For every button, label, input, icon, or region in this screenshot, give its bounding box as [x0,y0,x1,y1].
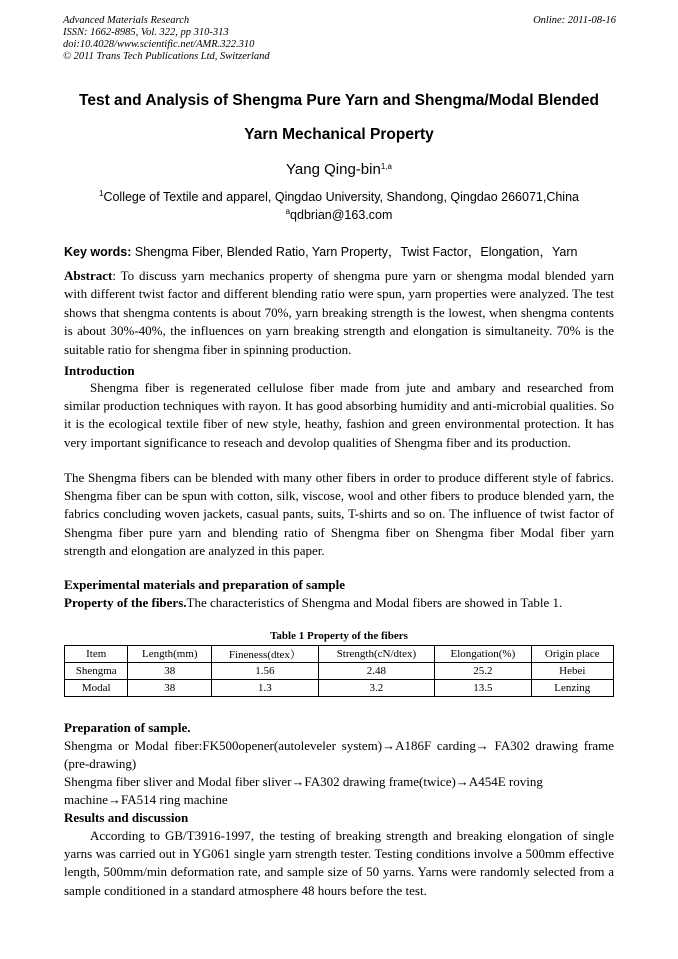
table-cell: 3.2 [318,680,435,697]
table-cell: 1.56 [212,663,318,680]
abstract-text: : To discuss yarn mechanics property of shengma pure yarn or shengma modal blended yarn with different twist factor and different blending ratio were spun, yarn properties were analyzed. The test shows that shengma contents is about 70%, yarn breaking strength is the lowest, when shengma contents is about 30%-40%, the influences on yarn breaking strength and elongation is simultaneity. 70% is the suitable ratio for shengma fiber in spinning production. [64,268,614,357]
abstract-label: Abstract [64,268,113,283]
table-header-row [65,646,614,663]
keywords-label: Key words: [64,245,132,259]
introduction-paragraph-2: The Shengma fibers can be blended with many other fibers in order to produce different style of fabrics. Shengma fiber can be spun with cotton, silk, viscose, wool and other fibers to produce blended yarn, the fabrics concluding woven jackets, casual pants, suits, T-shirts and so on. The influence of twist factor of Shengma fiber pure yarn and blending ratio of Shengma fiber on Shengma fiber Modal fiber yarn strength and elongation are analyzed in this paper. [64,470,614,558]
fiber-property-table [64,645,614,697]
copyright-line: © 2011 Trans Tech Publications Ltd, Switzerland [63,51,270,62]
table-cell: Hebei [531,663,613,680]
table-header-cell: Fineness(dtex） [212,646,318,663]
table-header-cell: Length(mm) [128,646,212,663]
preparation-heading: Preparation of sample. [64,720,191,735]
table-cell: Shengma [65,663,128,680]
fiber-property-paragraph [64,594,614,612]
table-row [65,680,614,697]
fiber-property-text: The characteristics of Shengma and Modal fibers are showed in Table 1. [186,595,563,610]
affiliation [0,190,678,204]
table-header-cell: Elongation(%) [435,646,531,663]
table-cell: Modal [65,680,128,697]
preparation-line-1: Shengma or Modal fiber:FK500opener(autoleveler system)→A186F carding→ FA302 drawing frame (pre-drawing) [64,738,614,772]
email [0,208,678,222]
table-cell: 13.5 [435,680,531,697]
abstract [64,267,614,359]
fiber-property-heading: Property of the fibers. [64,595,187,610]
introduction-heading: Introduction [64,363,135,378]
table-cell: 25.2 [435,663,531,680]
table-header-cell: Strength(cN/dtex) [318,646,435,663]
email-superscript: a [285,207,291,216]
journal-name: Advanced Materials Research [63,15,190,26]
journal-header [63,15,270,63]
keywords [64,242,614,260]
table-cell: 2.48 [318,663,435,680]
table-cell: 38 [128,663,212,680]
table-cell: Lenzing [531,680,613,697]
online-date: Online: 2011-08-16 [533,15,616,26]
experimental-heading: Experimental materials and preparation of sample [64,577,346,592]
table-header-cell: Item [65,646,128,663]
author-superscript: 1,a [380,162,392,171]
results-heading: Results and discussion [64,810,189,825]
affiliation-superscript: 1 [98,189,104,198]
paper-title-line1: Test and Analysis of Shengma Pure Yarn and Shengma/Modal Blended [79,92,599,109]
introduction-paragraph-1: Shengma fiber is regenerated cellulose fiber made from jute and ambary and researched from similar production techniques with rayon. It has good absorbing humidity and anti-microbial qualities. So it is the ecological textile fiber of new style, heathy, fashion and green environmental protection. It has very important significance to reseach and devolop qualities of Shengma fiber and its production. [64,380,614,450]
doi-line: doi:10.4028/www.scientific.net/AMR.322.310 [63,39,255,50]
results-paragraph-1: According to GB/T3916-1997, the testing of breaking strength and breaking elongation of single yarns was carried out in YG061 single yarn strength tester. Testing conditions involve a 500mm effective length, 500mm/min deformation rate, and sample size of 50 yarns. Yarns were randomly selected from a sample conditioned in a standard atmosphere 48 hours before the test. [64,828,614,898]
preparation-line-2: Shengma fiber sliver and Modal fiber sliver→FA302 drawing frame(twice)→A454E roving machine→FA514 ring machine [64,774,543,808]
table-row [65,663,614,680]
table-cell: 38 [128,680,212,697]
email-text: qdbrian@163.com [290,208,393,222]
author-name: Yang Qing-bin [286,161,381,178]
affiliation-text: College of Textile and apparel, Qingdao University, Shandong, Qingdao 266071,China [103,190,579,204]
table-caption: Table 1 Property of the fibers [270,630,408,642]
paper-title-line2: Yarn Mechanical Property [244,126,434,143]
author [0,161,678,178]
table-header-cell: Origin place [531,646,613,663]
keywords-text: Shengma Fiber, Blended Ratio, Yarn Property，Twist Factor，Elongation，Yarn [131,245,578,259]
table-cell: 1.3 [212,680,318,697]
issn-line: ISSN: 1662-8985, Vol. 322, pp 310-313 [63,27,229,38]
